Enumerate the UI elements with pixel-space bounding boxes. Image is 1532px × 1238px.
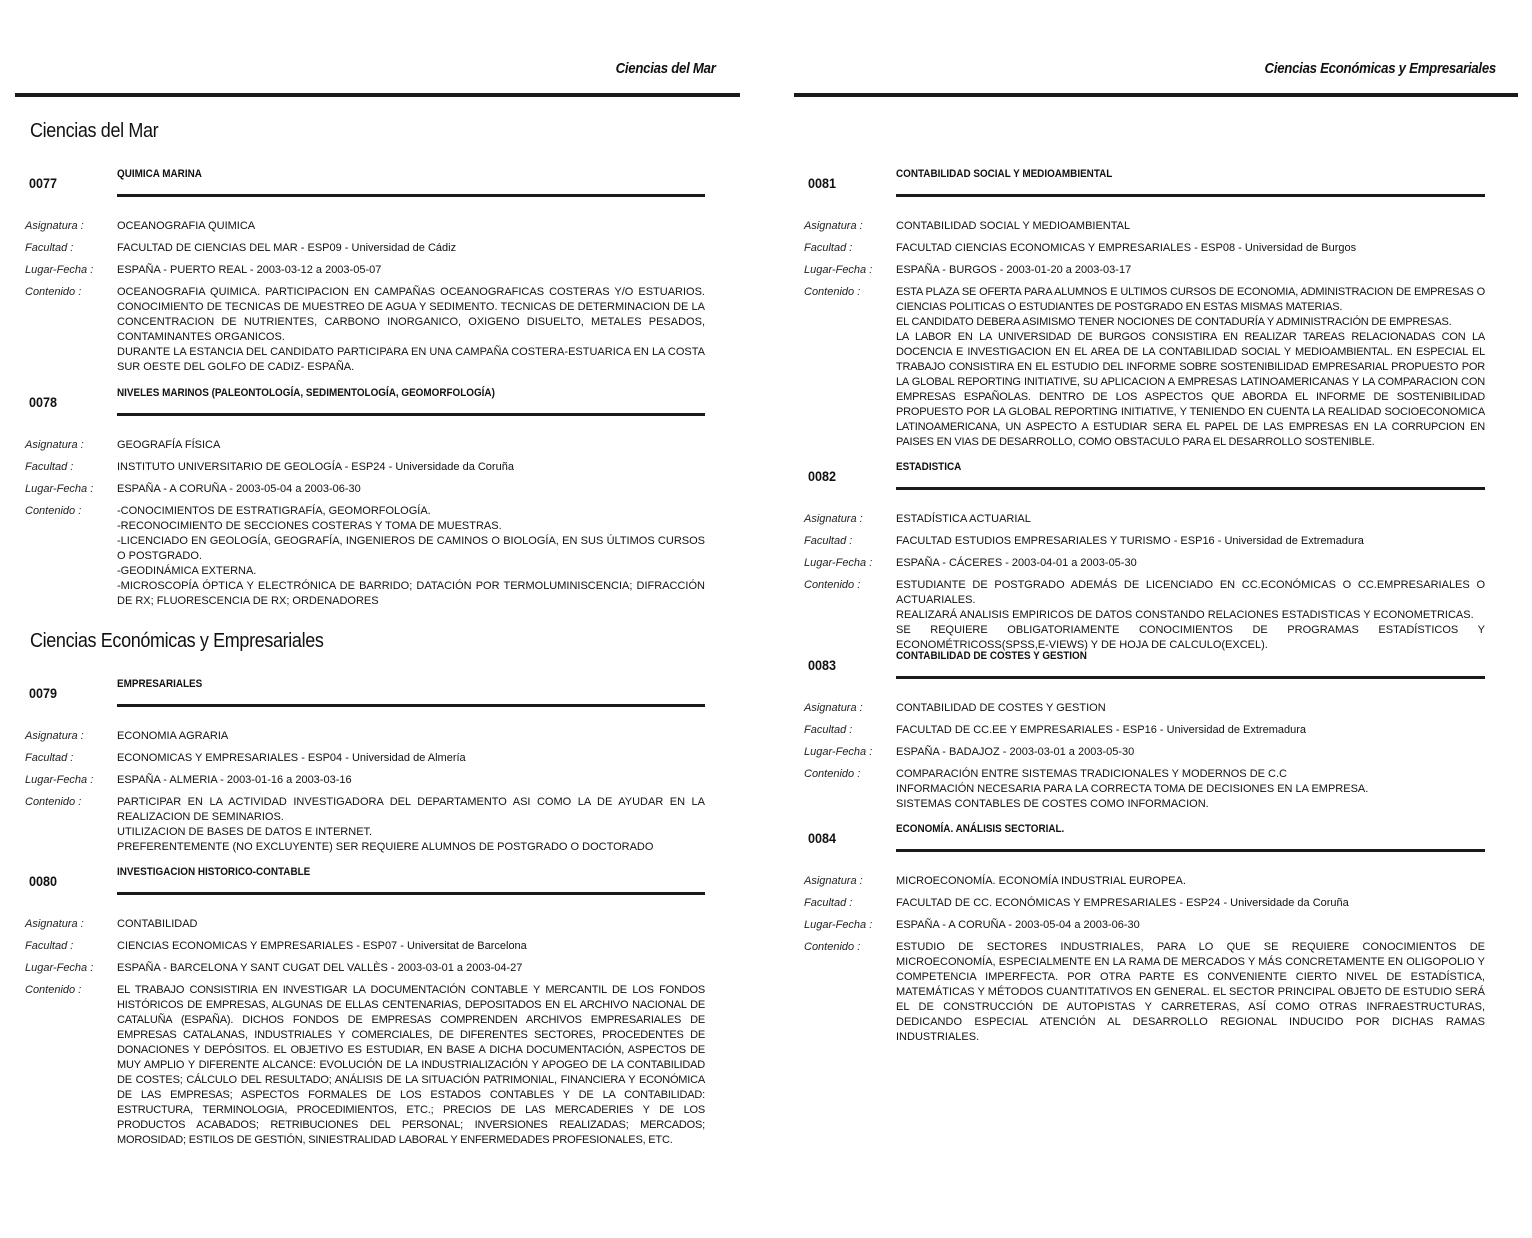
- field-contenido: [25, 983, 705, 1148]
- field-facultad: [804, 896, 1485, 911]
- section-title: Ciencias Económicas y Empresariales: [30, 630, 324, 652]
- entry-header: [25, 866, 705, 898]
- label-facultad: Facultad :: [804, 242, 853, 254]
- value-contenido: PARTICIPAR EN LA ACTIVIDAD INVESTIGADORA DEL DEPARTAMENTO ASI COMO LA DE AYUDAR EN LA REALIZACION DE SEMINARIOS. UTILIZACION DE BASES DE DATOS E INTERNET. PREFERENTEMENTE (NO EXCLUYENTE) SER REQUIERE ALUMNOS DE POSTGRADO O DOCTORADO: [117, 796, 705, 853]
- field-contenido: [804, 578, 1485, 653]
- field-lugar-fecha: [804, 745, 1485, 760]
- value-lugar-fecha: ESPAÑA - ALMERIA - 2003-01-16 a 2003-03-16: [117, 774, 352, 786]
- value-asignatura: ECONOMIA AGRARIA: [117, 730, 229, 742]
- label-facultad: Facultad :: [804, 535, 853, 547]
- value-facultad: CIENCIAS ECONOMICAS Y EMPRESARIALES - ESP07 - Universitat de Barcelona: [117, 940, 527, 952]
- entry-0081: [804, 168, 1485, 450]
- entry-0080: [25, 866, 705, 1148]
- entry-title: ESTADISTICA: [896, 461, 962, 473]
- entry-title: CONTABILIDAD DE COSTES Y GESTION: [896, 650, 1087, 662]
- value-contenido: ESTUDIANTE DE POSTGRADO ADEMÁS DE LICENCIADO EN CC.ECONÓMICAS O CC.EMPRESARIALES O ACTUARIALES. REALIZARÁ ANALISIS EMPIRICOS DE DATOS CONSTANDO RELACIONES ESTADISTICAS Y ECONOMETRICAS. SE REQUIERE OBLIGATORIAMENTE CONOCIMIENTOS DE PROGRAMAS ESTADÍSTICOS Y ECONOMÉTRICOSS(SPSS,E-VIEWS) Y DE HOJA DE CALCULO(EXCEL).: [896, 579, 1485, 651]
- entry-header: [25, 678, 705, 710]
- value-facultad: ECONOMICAS Y EMPRESARIALES - ESP04 - Universidad de Almería: [117, 752, 466, 764]
- field-facultad: [804, 534, 1485, 549]
- value-contenido: ESTUDIO DE SECTORES INDUSTRIALES, PARA LO QUE SE REQUIERE CONOCIMIENTOS DE MICROECONOMÍA, ESPECIALMENTE EN LA RAMA DE MERCADOS Y MÁS CONCRETAMENTE EN OLIGOPOLIO Y COMPETENCIA IMPERFECTA. POR OTRA PARTE ES CONVENIENTE CIERTO NIVEL DE ESTADÍSTICA, MATEMÁTICAS Y MÉTODOS CUANTITATIVOS EN GENERAL. EL SECTOR PRINCIPAL OBJETO DE ESTUDIO SERÁ EL DE CONSTRUCCIÓN DE AUTOPISTAS Y CARRETERAS, ASÍ COMO OTRAS INFRAESTRUCTURAS, DEDICANDO ESPECIAL ATENCIÓN AL DESARROLLO REGIONAL INDUCIDO POR DICHAS RAMAS INDUSTRIALES.: [896, 941, 1485, 1043]
- entry-0077: [25, 168, 705, 375]
- value-contenido: EL TRABAJO CONSISTIRIA EN INVESTIGAR LA DOCUMENTACIÓN CONTABLE Y MERCANTIL DE LOS FONDOS HISTÓRICOS DE EMPRESAS, ALGUNAS DE ELLAS CENTENARIAS, DEPOSITADOS EN EL ARCHIVO NACIONAL DE CATALUÑA (ESPAÑA). DICHOS FONDOS DE EMPRESAS COMPRENDEN ARCHIVOS EMPRESARIALES DE EMPRESAS CATALANAS, INDUSTRIALES Y COMERCIALES, DE DIFERENTES SECTORES, PROCEDENTES DE DONACIONES Y DEPÓSITOS. EL OBJETIVO ES ESTUDIAR, EN BASE A DICHA DOCUMENTACIÓN, ASPECTOS DE MUY AMPLIO Y DIFERENTE ALCANCE: EVOLUCIÓN DE LA INDUSTRIALIZACIÓN Y APOGEO DE LA CONTABILIDAD DE COSTES; CÁLCULO DEL RESULTADO; ANÁLISIS DE LA SITUACIÓN PATRIMONIAL, FINANCIERA Y ECONÓMICA DE LAS EMPRESAS; ASPECTOS FORMALES DE LOS ESTADOS CONTABLES Y DE LA CONTABILIDAD: ESTRUCTURA, TERMINOLOGIA, PROCEDIMIENTOS, ETC.; PRECIOS DE LAS MERCADERIES Y DE LOS PRODUCTOS ACABADOS; RETRIBUCIONES DEL PERSONAL; INVERSIONES REALIZADAS; MERCADOS; MOROSIDAD; ESTILOS DE GESTIÓN, SINIESTRALIDAD LABORAL Y ENFERMEDADES PROFESIONALES, ETC.: [117, 984, 705, 1146]
- field-facultad: [25, 751, 705, 766]
- entry-title: NIVELES MARINOS (PALEONTOLOGÍA, SEDIMENTOLOGÍA, GEOMORFOLOGÍA): [117, 387, 495, 399]
- field-facultad: [804, 241, 1485, 256]
- value-lugar-fecha: ESPAÑA - BARCELONA Y SANT CUGAT DEL VALLÈS - 2003-03-01 a 2003-04-27: [117, 962, 523, 974]
- entry-code: 0077: [29, 175, 58, 191]
- value-asignatura: OCEANOGRAFIA QUIMICA: [117, 220, 256, 232]
- label-facultad: Facultad :: [25, 242, 74, 254]
- left-page: [0, 0, 760, 1238]
- entry-rule: [117, 413, 705, 416]
- label-facultad: Facultad :: [25, 940, 74, 952]
- value-facultad: FACULTAD CIENCIAS ECONOMICAS Y EMPRESARIALES - ESP08 - Universidad de Burgos: [896, 242, 1357, 254]
- entry-header: [25, 387, 705, 419]
- running-head: Ciencias Económicas y Empresariales: [1264, 60, 1496, 77]
- entry-header: [804, 461, 1485, 493]
- entry-title: QUIMICA MARINA: [117, 168, 202, 180]
- value-lugar-fecha: ESPAÑA - PUERTO REAL - 2003-03-12 a 2003-05-07: [117, 264, 382, 276]
- label-facultad: Facultad :: [25, 752, 74, 764]
- entry-code: 0080: [29, 873, 58, 889]
- label-contenido: Contenido :: [25, 984, 82, 996]
- entry-title: ECONOMÍA. ANÁLISIS SECTORIAL.: [896, 823, 1065, 835]
- label-asignatura: Asignatura :: [804, 220, 863, 232]
- field-lugar-fecha: [25, 482, 705, 497]
- entry-0078: [25, 387, 705, 609]
- field-contenido: [804, 940, 1485, 1045]
- entry-title: INVESTIGACION HISTORICO-CONTABLE: [117, 866, 311, 878]
- label-asignatura: Asignatura :: [804, 875, 863, 887]
- field-asignatura: [804, 219, 1485, 234]
- field-facultad: [25, 939, 705, 954]
- label-facultad: Facultad :: [804, 724, 853, 736]
- label-lugar-fecha: Lugar-Fecha :: [804, 557, 873, 569]
- entry-code: 0084: [808, 830, 837, 846]
- field-asignatura: [25, 729, 705, 744]
- label-contenido: Contenido :: [804, 941, 861, 953]
- field-lugar-fecha: [804, 263, 1485, 278]
- entry-rule: [896, 487, 1485, 490]
- value-facultad: INSTITUTO UNIVERSITARIO DE GEOLOGÍA - ESP24 - Universidade da Coruña: [117, 461, 514, 473]
- label-asignatura: Asignatura :: [804, 702, 863, 714]
- entry-rule: [117, 892, 705, 895]
- label-lugar-fecha: Lugar-Fecha :: [25, 264, 94, 276]
- field-asignatura: [804, 512, 1485, 527]
- value-lugar-fecha: ESPAÑA - BADAJOZ - 2003-03-01 a 2003-05-30: [896, 746, 1135, 758]
- entry-title: CONTABILIDAD SOCIAL Y MEDIOAMBIENTAL: [896, 168, 1113, 180]
- value-lugar-fecha: ESPAÑA - BURGOS - 2003-01-20 a 2003-03-17: [896, 264, 1132, 276]
- value-contenido: OCEANOGRAFIA QUIMICA. PARTICIPACION EN CAMPAÑAS OCEANOGRAFICAS COSTERAS Y/O ESTUARIOS. CONOCIMIENTO DE TECNICAS DE MUESTREO DE AGUA Y SEDIMENTO. TECNICAS DE DETERMINACION DE LA CONCENTRACION DE NUTRIENTES, CARBONO INORGANICO, OXIGENO DISUELTO, METALES PESADOS, CONTAMINANTES ORGANICOS. DURANTE LA ESTANCIA DEL CANDIDATO PARTICIPARA EN UNA CAMPAÑA COSTERA-ESTUARICA EN LA COSTA SUR OESTE DEL GOLFO DE CADIZ- ESPAÑA.: [117, 286, 705, 373]
- label-lugar-fecha: Lugar-Fecha :: [804, 264, 873, 276]
- value-asignatura: ESTADÍSTICA ACTUARIAL: [896, 513, 1031, 525]
- label-lugar-fecha: Lugar-Fecha :: [25, 774, 94, 786]
- value-lugar-fecha: ESPAÑA - A CORUÑA - 2003-05-04 a 2003-06-30: [117, 483, 361, 495]
- field-asignatura: [25, 917, 705, 932]
- entry-rule: [896, 676, 1485, 679]
- entry-code: 0082: [808, 468, 837, 484]
- label-lugar-fecha: Lugar-Fecha :: [25, 483, 94, 495]
- value-asignatura: CONTABILIDAD SOCIAL Y MEDIOAMBIENTAL: [896, 220, 1131, 232]
- label-asignatura: Asignatura :: [25, 918, 84, 930]
- entry-0079: [25, 678, 705, 855]
- label-asignatura: Asignatura :: [25, 439, 84, 451]
- field-asignatura: [25, 219, 705, 234]
- field-contenido: [25, 285, 705, 375]
- entry-0084: [804, 823, 1485, 1045]
- running-head: Ciencias del Mar: [616, 60, 716, 77]
- header-rule: [15, 93, 740, 97]
- field-lugar-fecha: [804, 556, 1485, 571]
- entry-rule: [117, 704, 705, 707]
- value-contenido: ESTA PLAZA SE OFERTA PARA ALUMNOS E ULTIMOS CURSOS DE ECONOMIA, ADMINISTRACION DE EMPRESAS O CIENCIAS POLITICAS O ESTUDIANTES DE POSTGRADO EN ESTAS MISMAS MATERIAS. EL CANDIDATO DEBERA ASIMISMO TENER NOCIONES DE CONTADURÍA Y ADMINISTRACIÓN DE EMPRESAS. LA LABOR EN LA UNIVERSIDAD DE BURGOS CONSISTIRA EN REALIZAR TAREAS RELACIONADAS CON LA DOCENCIA E INVESTIGACION EN EL AREA DE LA CONTABILIDAD SOCIAL Y MEDIOAMBIENTAL. EN ESPECIAL EL TRABAJO CONSISTIRA EN EL ESTUDIO DEL INFORME SOBRE SOSTENIBILIDAD EMPRESARIAL PROPUESTO POR LA GLOBAL REPORTING INITIATIVE, SU APLICACION A EMPRESAS LATINOAMERICANAS Y LA COMPARACION CON EMPRESAS ESPAÑOLAS. DENTRO DE LOS ASPECTOS QUE ABORDA EL INFORME DE SOSTENIBILIDAD PROPUESTO POR LA GLOBAL REPORTING INITIATIVE, Y TENIENDO EN CUENTA LA REALIDAD SOCIOECONOMICA LATINOAMERICANA, UN ASPECTO A ESTUDIAR SERA EL PAPEL DE LAS EMPRESAS EN LA CORRUPCION EN PAISES EN VIAS DE DESARROLLO, COMO OBSTACULO PARA EL DESARROLLO SOSTENIBLE.: [896, 286, 1485, 448]
- entry-header: [804, 650, 1485, 682]
- label-contenido: Contenido :: [804, 768, 861, 780]
- entry-rule: [117, 194, 705, 197]
- label-contenido: Contenido :: [804, 286, 861, 298]
- field-facultad: [804, 723, 1485, 738]
- entry-header: [25, 168, 705, 200]
- right-page: [780, 0, 1532, 1238]
- value-lugar-fecha: ESPAÑA - A CORUÑA - 2003-05-04 a 2003-06-30: [896, 919, 1140, 931]
- entry-0083: [804, 650, 1485, 812]
- label-lugar-fecha: Lugar-Fecha :: [25, 962, 94, 974]
- field-lugar-fecha: [804, 918, 1485, 933]
- value-asignatura: MICROECONOMÍA. ECONOMÍA INDUSTRIAL EUROPEA.: [896, 875, 1186, 887]
- entry-code: 0081: [808, 175, 837, 191]
- label-contenido: Contenido :: [25, 505, 82, 517]
- value-lugar-fecha: ESPAÑA - CÁCERES - 2003-04-01 a 2003-05-30: [896, 557, 1137, 569]
- label-contenido: Contenido :: [804, 579, 861, 591]
- entry-code: 0079: [29, 685, 58, 701]
- label-facultad: Facultad :: [25, 461, 74, 473]
- value-contenido: -CONOCIMIENTOS DE ESTRATIGRAFÍA, GEOMORFOLOGÍA. -RECONOCIMIENTO DE SECCIONES COSTERAS Y TOMA DE MUESTRAS. -LICENCIADO EN GEOLOGÍA, GEOGRAFÍA, INGENIEROS DE CAMINOS O BIOLOGÍA, EN SUS ÚLTIMOS CURSOS O POSTGRADO. -GEODINÁMICA EXTERNA. -MICROSCOPÍA ÓPTICA Y ELECTRÓNICA DE BARRIDO; DATACIÓN POR TERMOLUMINISCENCIA; DIFRACCIÓN DE RX; FLUORESCENCIA DE RX; ORDENADORES: [117, 505, 705, 607]
- label-contenido: Contenido :: [25, 286, 82, 298]
- label-lugar-fecha: Lugar-Fecha :: [804, 746, 873, 758]
- header-rule: [794, 93, 1518, 97]
- label-contenido: Contenido :: [25, 796, 82, 808]
- value-asignatura: CONTABILIDAD: [117, 918, 198, 930]
- value-facultad: FACULTAD DE CC. ECONÓMICAS Y EMPRESARIALES - ESP24 - Universidade da Coruña: [896, 897, 1349, 909]
- field-contenido: [804, 285, 1485, 450]
- field-contenido: [25, 795, 705, 855]
- section-title: Ciencias del Mar: [30, 120, 159, 142]
- label-facultad: Facultad :: [804, 897, 853, 909]
- label-asignatura: Asignatura :: [25, 220, 84, 232]
- field-asignatura: [804, 701, 1485, 716]
- value-asignatura: GEOGRAFÍA FÍSICA: [117, 439, 221, 451]
- field-lugar-fecha: [25, 263, 705, 278]
- entry-code: 0078: [29, 394, 58, 410]
- field-contenido: [804, 767, 1485, 812]
- field-facultad: [25, 460, 705, 475]
- entry-title: EMPRESARIALES: [117, 678, 203, 690]
- field-lugar-fecha: [25, 773, 705, 788]
- entry-0082: [804, 461, 1485, 653]
- label-lugar-fecha: Lugar-Fecha :: [804, 919, 873, 931]
- field-lugar-fecha: [25, 961, 705, 976]
- entry-code: 0083: [808, 657, 837, 673]
- value-facultad: FACULTAD DE CIENCIAS DEL MAR - ESP09 - Universidad de Cádiz: [117, 242, 457, 254]
- field-contenido: [25, 504, 705, 609]
- value-asignatura: CONTABILIDAD DE COSTES Y GESTION: [896, 702, 1106, 714]
- entry-header: [804, 168, 1485, 200]
- label-asignatura: Asignatura :: [25, 730, 84, 742]
- value-contenido: COMPARACIÓN ENTRE SISTEMAS TRADICIONALES Y MODERNOS DE C.C INFORMACIÓN NECESARIA PARA LA CORRECTA TOMA DE DECISIONES EN LA EMPRESA. SISTEMAS CONTABLES DE COSTES COMO INFORMACION.: [896, 768, 1369, 810]
- label-asignatura: Asignatura :: [804, 513, 863, 525]
- entry-rule: [896, 849, 1485, 852]
- field-facultad: [25, 241, 705, 256]
- field-asignatura: [25, 438, 705, 453]
- entry-rule: [896, 194, 1485, 197]
- field-asignatura: [804, 874, 1485, 889]
- value-facultad: FACULTAD DE CC.EE Y EMPRESARIALES - ESP16 - Universidad de Extremadura: [896, 724, 1307, 736]
- value-facultad: FACULTAD ESTUDIOS EMPRESARIALES Y TURISMO - ESP16 - Universidad de Extremadura: [896, 535, 1364, 547]
- entry-header: [804, 823, 1485, 855]
